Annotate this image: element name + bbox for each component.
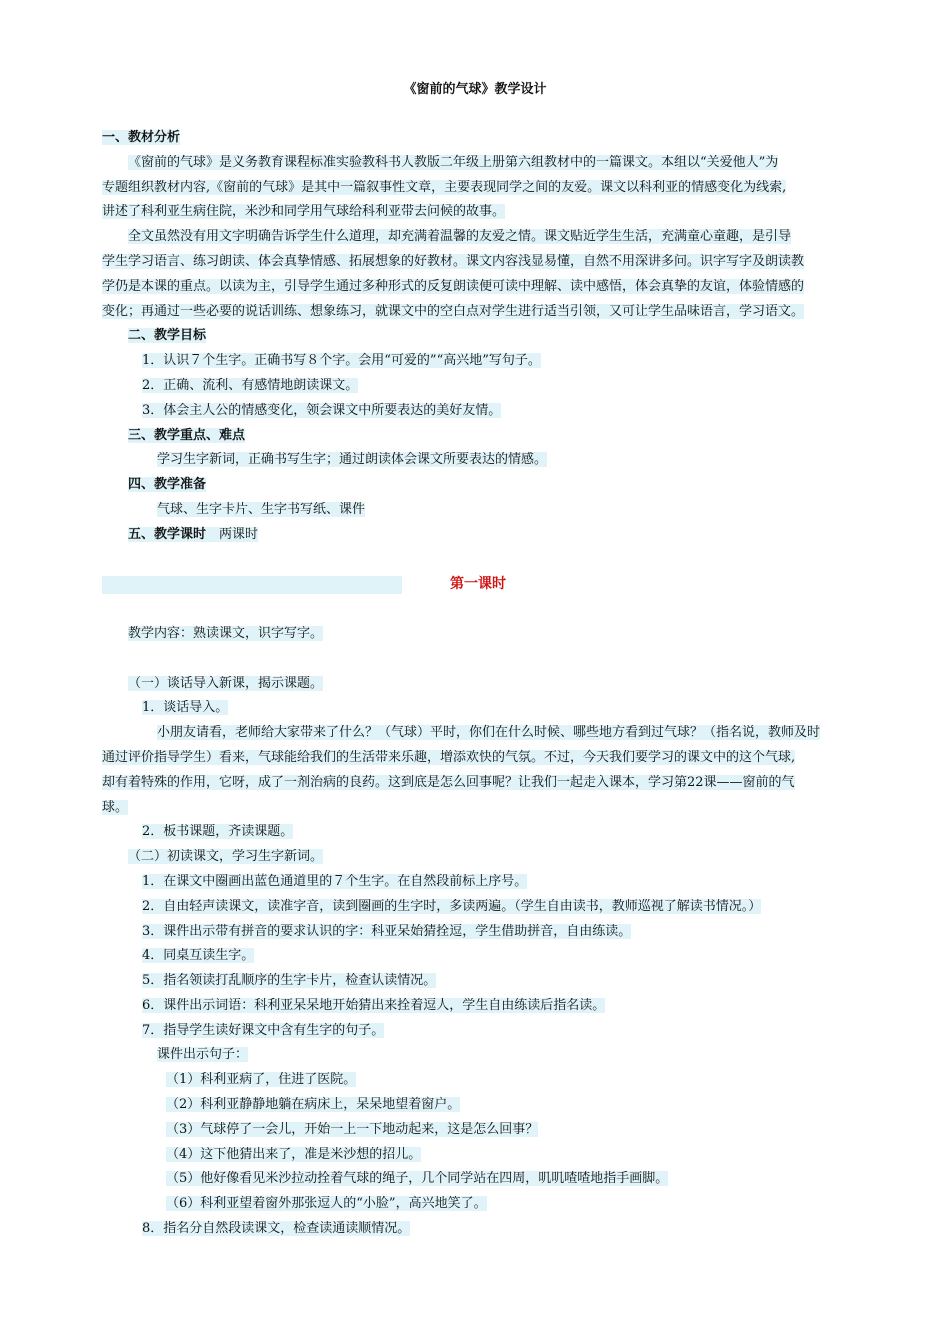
step-item: 2．自由轻声读课文，读准字音，读到圈画的生字时，多读两遍。（学生自由读书，教师巡视了解读书情况。） <box>142 898 762 914</box>
section-heading-teaching-goals: 二、教学目标 <box>128 328 207 344</box>
paragraph-line: 球。 <box>102 799 129 815</box>
paragraph-line: 全文虽然没有用文字明确告诉学生什么道理，却充满着温馨的友爱之情。课文贴近学生生活，充满童心童趣，是引导 <box>128 229 792 245</box>
lesson-content: 教学内容：熟读课文，识字写字。 <box>128 625 324 641</box>
step-item: 5．指名领读打乱顺序的生字卡片，检查认读情况。 <box>142 973 437 989</box>
step-item: 7．指导学生读好课文中含有生字的句子。 <box>142 1022 385 1038</box>
document-title: 《窗前的气球》教学设计 <box>403 82 547 97</box>
paragraph-line: 学生学习语言、练习朗读、体会真挚情感、拓展想象的好教材。课文内容浅显易懂，自然不用深讲多问。识字写字及朗读教 <box>102 253 805 269</box>
lesson-title: 第一课时 <box>102 572 854 597</box>
document-body <box>102 126 854 1242</box>
step-item: 1．在课文中圈画出蓝色通道里的７个生字。在自然段前标上序号。 <box>142 873 528 889</box>
class-hours-value: 两课时 <box>219 526 259 542</box>
goal-item: 3．体会主人公的情感变化，领会课文中所要表达的美好友情。 <box>142 402 502 418</box>
paragraph-line: 却有着特殊的作用，它呀，成了一剂治病的良药。这到底是怎么回事呢？让我们一起走入课本，学习第22课——窗前的气 <box>102 774 795 790</box>
sentence-item: （2）科利亚静静地躺在病床上，呆呆地望着窗户。 <box>166 1097 461 1113</box>
paragraph-line: 小朋友请看，老师给大家带来了什么？（气球）平时，你们在什么时候、哪些地方看到过气球？（指名说，教师及时 <box>157 725 821 741</box>
sentence-item: （3）气球停了一会儿，开始一上一下地动起来，这是怎么回事？ <box>166 1121 539 1137</box>
step-item: 1．谈话导入。 <box>142 700 229 716</box>
step-item: 8．指名分自然段读课文，检查读通读顺情况。 <box>142 1221 411 1237</box>
step-item: 3．课件出示带有拼音的要求认识的字：科亚呆始猜拴逗，学生借助拼音，自由练读。 <box>142 923 632 939</box>
paragraph-line: 变化；再通过一些必要的说话训练、想象练习，就课文中的空白点对学生进行适当引领，又可让学生品味语言，学习语文。 <box>102 303 805 319</box>
paragraph-line: 《窗前的气球》是义务教育课程标准实验教科书人教版二年级上册第六组教材中的一篇课文。本组以“关爱他人”为 <box>128 154 779 170</box>
paragraph-line: 通过评价指导学生）看来，气球能给我们的生活带来乐趣，增添欢快的气氛。不过，今天我们要学习的课文中的这个气球, <box>102 749 796 765</box>
step-item: 2．板书课题，齐读课题。 <box>142 824 294 840</box>
step-item: 6．课件出示词语：科利亚呆呆地开始猜出来拴着逗人，学生自由练读后指名读。 <box>142 997 606 1013</box>
paragraph-line: 讲述了科利亚生病住院，米沙和同学用气球给科利亚带去问候的故事。 <box>102 204 506 220</box>
section-heading-preparation: 四、教学准备 <box>128 477 207 493</box>
preparation-text: 气球、生字卡片、生字书写纸、课件 <box>157 501 366 517</box>
sentence-item: （4）这下他猜出来了，准是米沙想的招儿。 <box>166 1146 422 1162</box>
part-heading-first-reading: （二）初读课文，学习生字新词。 <box>128 849 324 865</box>
section-heading-material-analysis: 一、教材分析 <box>102 130 181 145</box>
sentence-item: （6）科利亚望着窗外那张逗人的“小脸”，高兴地笑了。 <box>166 1196 487 1212</box>
goal-item: 2．正确、流利、有感情地朗读课文。 <box>142 377 359 393</box>
sentence-item: （5）他好像看见米沙拉动拴着气球的绳子，几个同学站在四周，叽叽喳喳地指手画脚。 <box>166 1171 669 1187</box>
paragraph-line: 专题组织教材内容,《窗前的气球》是其中一篇叙事性文章，主要表现同学之间的友爱。课文以科利亚的情感变化为线索, <box>102 179 787 195</box>
section-heading-class-hours: 五、教学课时 两课时 <box>128 526 259 542</box>
step-item: 4．同桌互读生字。 <box>142 948 255 964</box>
goal-item: 1．认识７个生字。正确书写８个字。会用“可爱的”“高兴地”写句子。 <box>142 353 541 369</box>
part-heading-intro: （一）谈话导入新课，揭示课题。 <box>128 675 324 691</box>
section-heading-key-points: 三、教学重点、难点 <box>128 427 246 443</box>
paragraph-line: 学仍是本课的重点。以读为主，引导学生通过多种形式的反复朗读便可读中理解、读中感悟，体会真挚的友谊，体验情感的 <box>102 278 805 294</box>
sentences-label: 课件出示句子： <box>157 1047 249 1063</box>
key-points-text: 学习生字新词，正确书写生字；通过朗读体会课文所要表达的情感。 <box>157 452 548 468</box>
sentence-item: （1）科利亚病了，住进了医院。 <box>166 1072 357 1088</box>
